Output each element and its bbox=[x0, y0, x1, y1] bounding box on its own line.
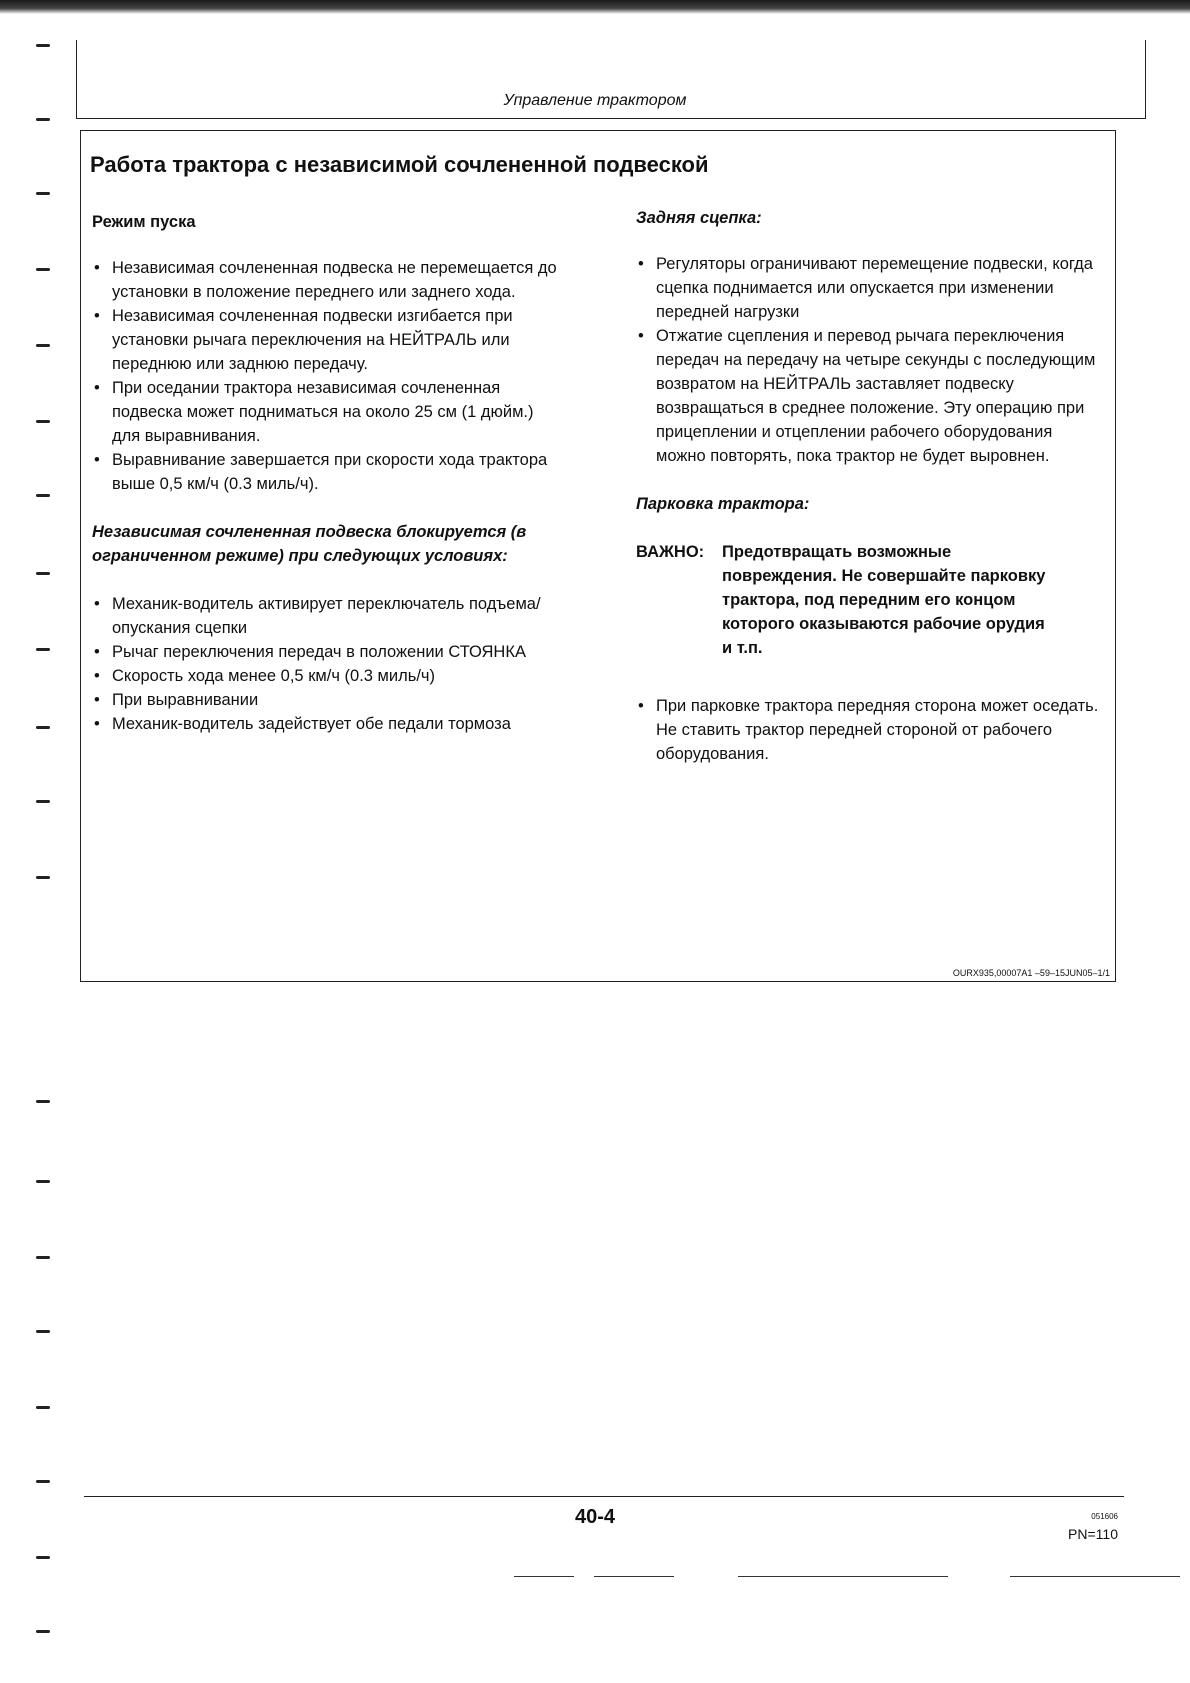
parking-list bbox=[636, 694, 1106, 766]
binding-mark bbox=[36, 1330, 50, 1333]
binding-mark bbox=[36, 572, 50, 575]
scan-line bbox=[1010, 1576, 1180, 1577]
binding-mark bbox=[36, 726, 50, 729]
binding-mark bbox=[36, 494, 50, 497]
important-text: Предотвращать возможные повреждения. Не совершайте парковку трактора, под передним его концом которого оказываются рабочие орудия и т.п. bbox=[722, 543, 1046, 657]
list-item: • При выравнивании bbox=[92, 688, 562, 712]
page-number: 40-4 bbox=[574, 1506, 616, 1528]
locked-conditions-list bbox=[92, 592, 562, 736]
list-item: • Скорость хода менее 0,5 км/ч (0.3 миль/ч) bbox=[92, 664, 562, 688]
footer-rule bbox=[84, 1496, 1124, 1497]
binding-mark bbox=[36, 1180, 50, 1183]
locked-heading: Независимая сочлененная подвеска блокируется (в ограниченном режиме) при следующих условиях: bbox=[92, 523, 527, 565]
binding-mark bbox=[36, 1406, 50, 1409]
document-code: OURX935,00007A1 –59–15JUN05–1/1 bbox=[952, 968, 1110, 978]
hitch-heading: Задняя сцепка: bbox=[636, 209, 762, 227]
startup-heading: Режим пуска bbox=[92, 213, 196, 231]
left-column bbox=[92, 210, 562, 736]
list-item: • Механик-водитель активирует переключатель подъема/опускания сцепки bbox=[92, 592, 562, 640]
binding-mark bbox=[36, 876, 50, 879]
list-item: • При оседании трактора независимая сочлененная подвеска может подниматься на около 25 см (1 дюйм.) для выравнивания. bbox=[92, 376, 562, 448]
important-notice bbox=[636, 540, 1106, 660]
running-header: Управление трактором bbox=[503, 92, 687, 109]
binding-mark bbox=[36, 420, 50, 423]
list-item: • Регуляторы ограничивают перемещение подвески, когда сцепка поднимается или опускается при изменении передней нагрузки bbox=[636, 252, 1106, 324]
list-item: • Выравнивание завершается при скорости хода трактора выше 0,5 км/ч (0.3 миль/ч). bbox=[92, 448, 562, 496]
scan-line bbox=[594, 1576, 674, 1577]
binding-mark bbox=[36, 1630, 50, 1633]
list-item: • Отжатие сцепления и перевод рычага переключения передач на передачу на четыре секунды с последующим возвратом на НЕЙТРАЛЬ заставляет подвеску возвращаться в среднее положение. Эту операцию при прицеплении и отцеплении рабочего оборудования можно повторять, пока трактор не будет выровнен. bbox=[636, 324, 1106, 468]
footer-code: 051606 bbox=[1091, 1512, 1118, 1521]
binding-mark bbox=[36, 1556, 50, 1559]
binding-mark bbox=[36, 44, 50, 47]
list-item: • Независимая сочлененная подвеска не перемещается до установки в положение переднего или заднего хода. bbox=[92, 256, 562, 304]
hitch-list bbox=[636, 252, 1106, 468]
section-title: Работа трактора с независимой сочлененной подвеской bbox=[90, 152, 709, 177]
scan-line bbox=[514, 1576, 574, 1577]
list-item: • При парковке трактора передняя сторона может оседать. Не ставить трактор передней стороной от рабочего оборудования. bbox=[636, 694, 1106, 766]
startup-list bbox=[92, 256, 562, 496]
right-column bbox=[636, 206, 1106, 766]
binding-mark bbox=[36, 1256, 50, 1259]
binding-mark bbox=[36, 344, 50, 347]
binding-mark bbox=[36, 1480, 50, 1483]
binding-mark bbox=[36, 118, 50, 121]
binding-mark bbox=[36, 1100, 50, 1103]
important-label: ВАЖНО: bbox=[636, 543, 705, 561]
binding-mark bbox=[36, 268, 50, 271]
list-item: • Независимая сочлененная подвески изгибается при установки рычага переключения на НЕЙТРАЛЬ или переднюю или заднюю передачу. bbox=[92, 304, 562, 376]
scan-edge bbox=[0, 0, 1190, 14]
list-item: • Рычаг переключения передач в положении СТОЯНКА bbox=[92, 640, 562, 664]
binding-mark bbox=[36, 800, 50, 803]
parking-heading: Парковка трактора: bbox=[636, 495, 810, 513]
footer-pn: PN=110 bbox=[1068, 1526, 1118, 1542]
list-item: • Механик-водитель задействует обе педали тормоза bbox=[92, 712, 562, 736]
scan-line bbox=[738, 1576, 948, 1577]
binding-mark bbox=[36, 192, 50, 195]
binding-mark bbox=[36, 648, 50, 651]
